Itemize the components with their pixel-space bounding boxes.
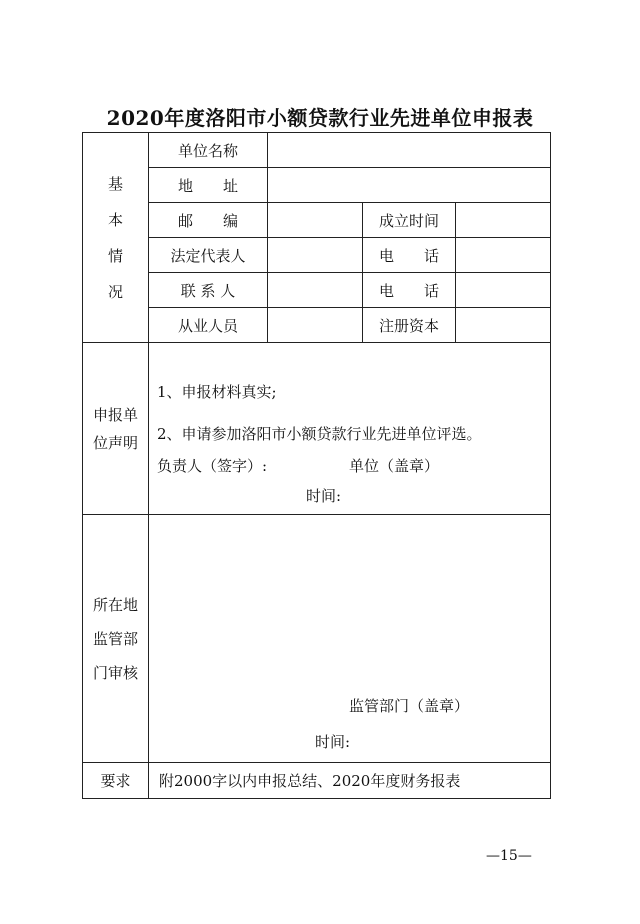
basic-label-char: 况 [107,282,123,301]
supervisor-seal-label: 监管部门（盖章） [349,697,470,715]
address-field[interactable] [268,168,551,203]
postcode-field[interactable] [268,203,363,238]
legal-representative-field[interactable] [268,238,363,273]
unit-seal-label: 单位（盖章） [349,457,440,475]
basic-info-section-label [83,133,149,343]
requirement-label: 要求 [83,763,149,799]
staff-count-label: 从业人员 [149,308,268,343]
page-title: 2020年度洛阳市小额贷款行业先进单位申报表 [106,106,534,130]
review-time-label: 时间: [315,733,351,751]
declaration-item-1: 1、申报材料真实; [157,383,277,401]
declaration-label-line: 位声明 [92,433,138,452]
established-date-field[interactable] [456,203,551,238]
review-label-line: 所在地 [92,595,138,614]
basic-label-char: 本 [107,210,123,229]
basic-label-char: 基 [107,174,123,193]
basic-label-char: 情 [107,246,123,265]
registered-capital-label: 注册资本 [363,308,456,343]
review-content [149,515,551,763]
review-label-line: 监管部 [92,629,138,648]
declaration-label-line: 申报单 [92,405,138,424]
legal-representative-label: 法定代表人 [149,238,268,273]
signer-label: 负责人（签字）: [157,457,268,475]
contact-person-label: 联 系 人 [149,273,268,308]
registered-capital-field[interactable] [456,308,551,343]
requirement-text: 附2000字以内申报总结、2020年度财务报表 [149,763,551,799]
declaration-section-label [83,343,149,515]
declaration-time-label: 时间: [306,487,342,505]
declaration-content [149,343,551,515]
review-section-label [83,515,149,763]
declaration-item-2: 2、申请参加洛阳市小额贷款行业先进单位评选。 [157,425,482,443]
unit-name-field[interactable] [268,133,551,168]
legal-rep-phone-field[interactable] [456,238,551,273]
staff-count-field[interactable] [268,308,363,343]
contact-phone-field[interactable] [456,273,551,308]
established-date-label: 成立时间 [363,203,456,238]
phone-label: 电 话 [363,273,456,308]
phone-label: 电 话 [363,238,456,273]
unit-name-label: 单位名称 [149,133,268,168]
page-number: —15— [486,848,532,864]
contact-person-field[interactable] [268,273,363,308]
review-label-line: 门审核 [92,663,138,682]
postcode-label: 邮 编 [149,203,268,238]
address-label: 地 址 [149,168,268,203]
application-form-table [82,132,551,799]
